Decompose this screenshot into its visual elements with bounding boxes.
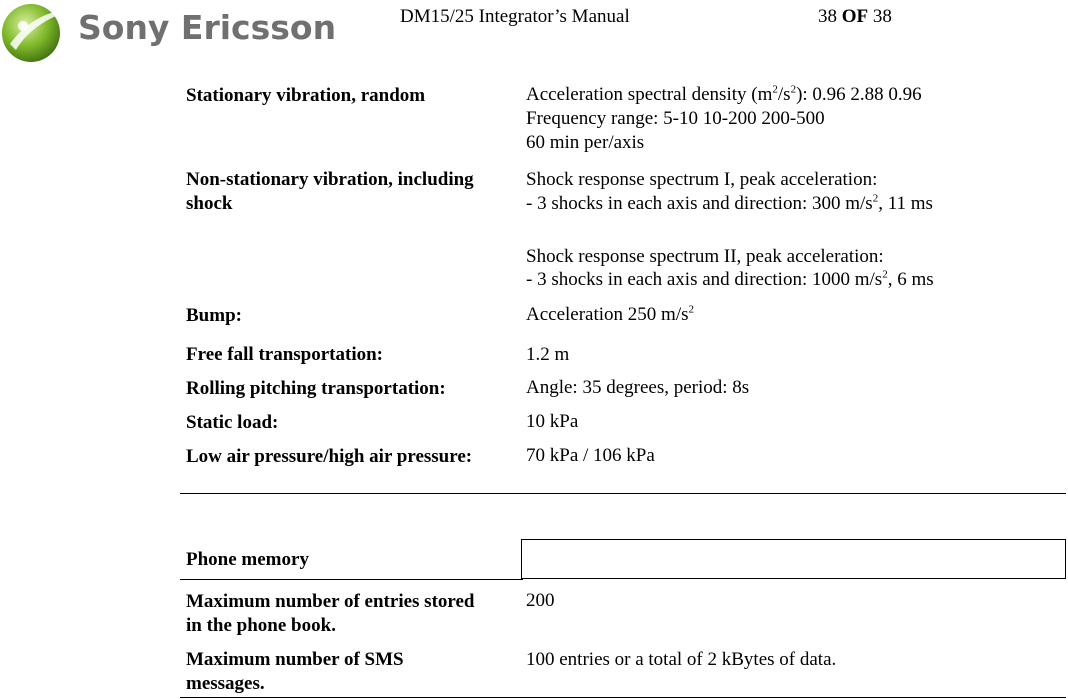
page-total: 38 — [872, 6, 892, 27]
label-bump: Bump: — [186, 305, 242, 326]
label-stationary-vibration: Stationary vibration, random — [186, 85, 426, 106]
label-phonebook-entries: Maximum number of entries stored — [186, 591, 475, 612]
value-shock-spectrum-2-title: Shock response spectrum II, peak acceleration: — [526, 246, 884, 267]
value-duration: 60 min per/axis — [526, 132, 645, 153]
page-indicator — [818, 6, 892, 28]
value-bump: Acceleration 250 $m/s^2$ — [526, 303, 695, 325]
value-phonebook-entries: 200 — [526, 590, 555, 611]
value-shock-spectrum-1: - 3 shocks in each axis and direction: 300 $m/s^2$, 11 ms — [526, 192, 933, 214]
label-sms-messages-cont: messages. — [186, 673, 265, 694]
phone-memory-heading: Phone memory — [186, 549, 309, 570]
value-shock-spectrum-1-title: Shock response spectrum I, peak acceleration: — [526, 169, 878, 190]
label-free-fall: Free fall transportation: — [186, 344, 383, 365]
table-divider — [180, 493, 1066, 494]
value-rolling-pitching: Angle: 35 degrees, period: 8s — [526, 377, 750, 398]
page-number: 38 — [818, 6, 837, 27]
phone-memory-value-cell — [521, 539, 1066, 579]
label-nonstationary-vibration: Non-stationary vibration, including — [186, 169, 474, 190]
value-sms-messages: 100 entries or a total of 2 kBytes of data. — [526, 649, 837, 670]
table-bottom-rule — [180, 697, 1066, 698]
label-sms-messages: Maximum number of SMS — [186, 649, 404, 670]
memory-heading-rule — [180, 579, 523, 580]
label-air-pressure: Low air pressure/high air pressure: — [186, 446, 473, 467]
label-static-load: Static load: — [186, 412, 279, 433]
label-rolling-pitching: Rolling pitching transportation: — [186, 378, 446, 399]
brand-wordmark: Sony Ericsson — [78, 8, 337, 47]
label-phonebook-entries-cont: in the phone book. — [186, 615, 336, 636]
page-of-label: OF — [841, 6, 869, 27]
value-spectral-density: Acceleration spectral density $(m^2/s^2)$: 0.96 2.88 0.96 — [526, 83, 922, 105]
value-static-load: 10 kPa — [526, 411, 579, 432]
sony-ericsson-logo-icon — [0, 0, 64, 64]
document-title: DM15/25 Integrator’s Manual — [400, 6, 630, 27]
value-air-pressure: 70 kPa / 106 kPa — [526, 445, 655, 466]
value-shock-spectrum-2: - 3 shocks in each axis and direction: 1000 $m/s^2$, 6 ms — [526, 268, 934, 290]
label-nonstationary-vibration-cont: shock — [186, 193, 233, 214]
value-frequency-range: Frequency range: 5-10 10-200 200-500 — [526, 108, 825, 129]
value-free-fall: 1.2 m — [526, 344, 570, 365]
